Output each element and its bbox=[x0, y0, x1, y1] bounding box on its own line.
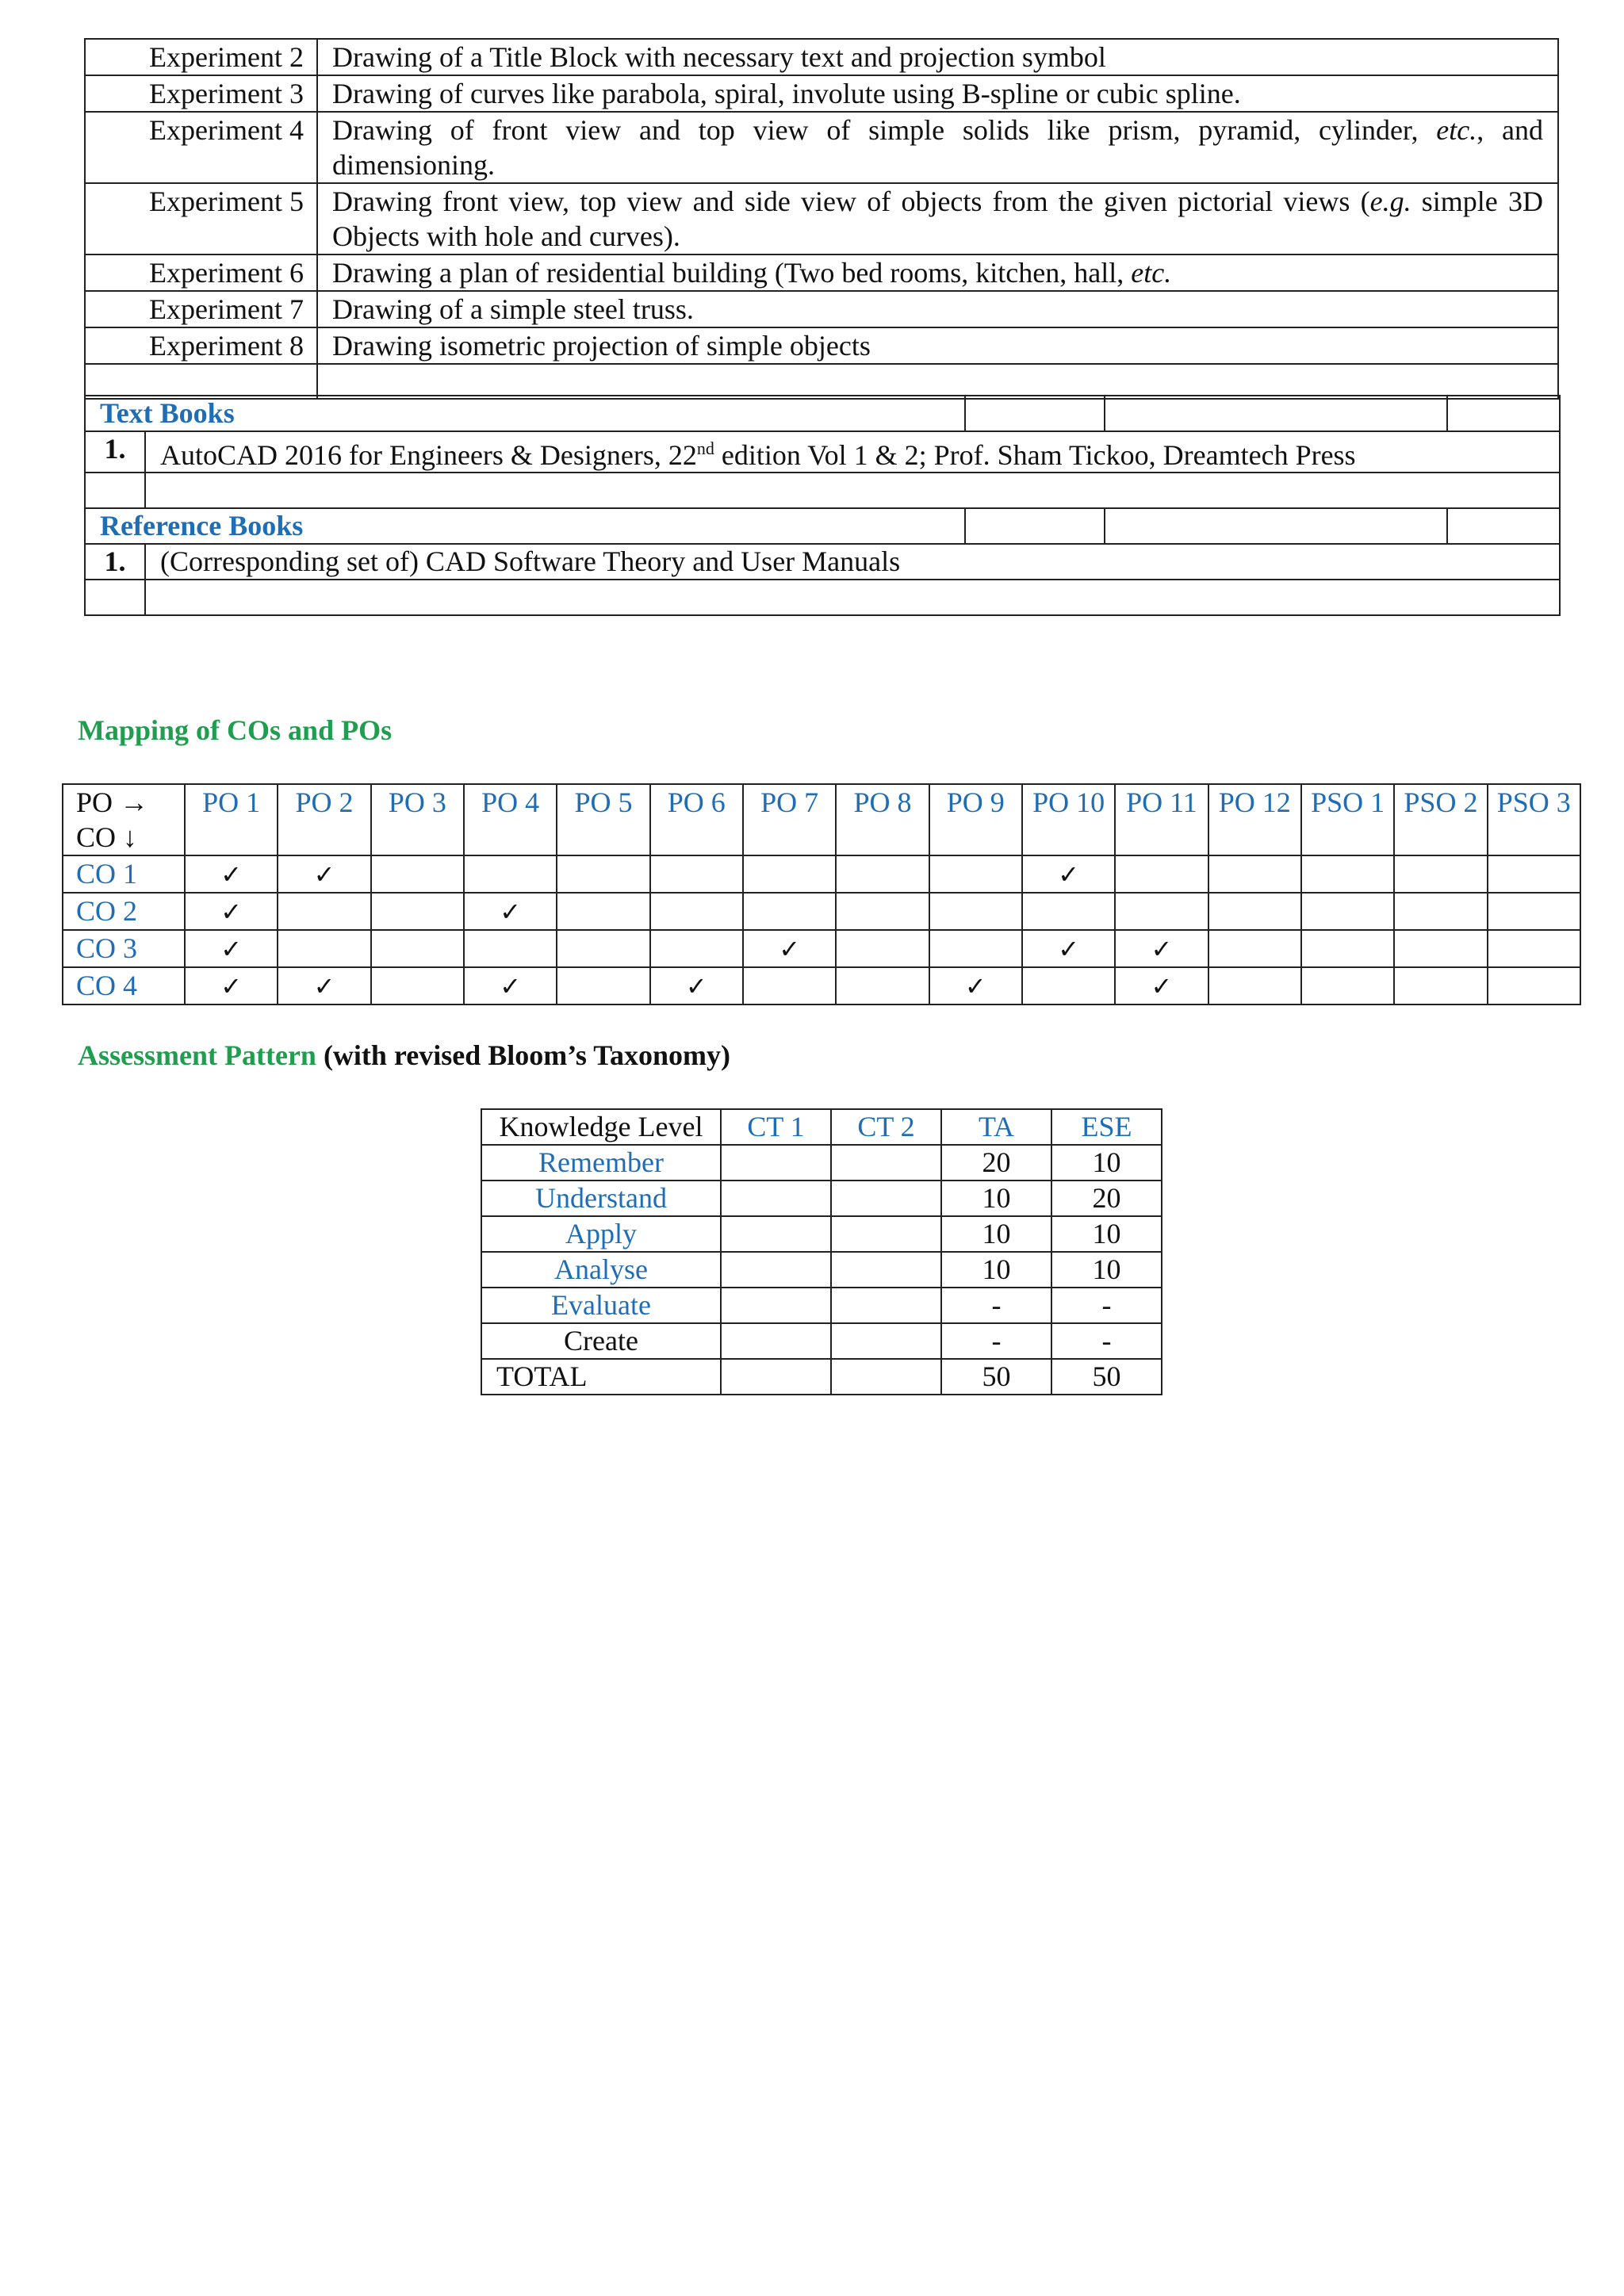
empty-cell bbox=[1447, 508, 1560, 544]
book-citation-part: AutoCAD 2016 for Engineers & Designers, 22 bbox=[160, 439, 697, 471]
mapping-cell bbox=[185, 893, 278, 930]
assessment-table bbox=[481, 1108, 1162, 1395]
empty-cell bbox=[965, 508, 1105, 544]
mapping-row bbox=[63, 930, 1580, 967]
assessment-row bbox=[481, 1323, 1162, 1359]
mapping-cell bbox=[1115, 893, 1208, 930]
table-row-empty bbox=[85, 364, 1558, 399]
knowledge-level: Remember bbox=[481, 1145, 721, 1181]
knowledge-level: Create bbox=[481, 1323, 721, 1359]
mapping-cell bbox=[1208, 893, 1301, 930]
total-value-ese: 50 bbox=[1051, 1359, 1162, 1395]
table-row bbox=[85, 75, 1558, 112]
assessment-row bbox=[481, 1288, 1162, 1323]
mapping-cell bbox=[743, 930, 836, 967]
check-icon: ✓ bbox=[685, 971, 707, 1001]
mapping-cell bbox=[929, 967, 1022, 1004]
experiment-desc: Drawing a plan of residential building (Two bed rooms, kitchen, hall, etc. bbox=[317, 254, 1558, 291]
experiment-desc: Drawing of curves like parabola, spiral, involute using B-spline or cubic spline. bbox=[317, 75, 1558, 112]
co-label: CO 1 bbox=[63, 855, 185, 893]
mapping-cell bbox=[1394, 967, 1487, 1004]
knowledge-level: Apply bbox=[481, 1216, 721, 1252]
co-label: CO 2 bbox=[63, 893, 185, 930]
mapping-cell bbox=[929, 930, 1022, 967]
mapping-cell bbox=[650, 930, 743, 967]
experiment-id: Experiment 8 bbox=[85, 327, 317, 364]
assessment-title bbox=[78, 1039, 730, 1072]
assessment-value-ct1 bbox=[721, 1216, 831, 1252]
experiments-table bbox=[84, 38, 1559, 400]
table-row bbox=[85, 39, 1558, 75]
mapping-cell bbox=[650, 967, 743, 1004]
mapping-cell bbox=[743, 855, 836, 893]
mapping-cell bbox=[836, 893, 929, 930]
mapping-cell bbox=[1022, 967, 1115, 1004]
empty-cell bbox=[85, 580, 145, 615]
mapping-header-row bbox=[63, 784, 1580, 855]
po-column-header: PSO 3 bbox=[1488, 784, 1580, 855]
assessment-value-ese: - bbox=[1051, 1323, 1162, 1359]
check-icon: ✓ bbox=[779, 934, 801, 964]
empty-cell bbox=[85, 364, 317, 399]
reference-book-row bbox=[85, 544, 1560, 580]
mapping-cell bbox=[278, 967, 370, 1004]
total-value-ct2 bbox=[831, 1359, 941, 1395]
mapping-cell bbox=[1488, 967, 1580, 1004]
assessment-value-ta: - bbox=[941, 1288, 1051, 1323]
assessment-column-header: TA bbox=[941, 1109, 1051, 1145]
table-row bbox=[85, 291, 1558, 327]
po-axis-label: PO → bbox=[76, 786, 149, 818]
mapping-cell bbox=[464, 855, 557, 893]
co-label: CO 4 bbox=[63, 967, 185, 1004]
mapping-cell bbox=[557, 855, 649, 893]
assessment-total-row bbox=[481, 1359, 1162, 1395]
assessment-value-ct2 bbox=[831, 1145, 941, 1181]
mapping-cell bbox=[371, 930, 464, 967]
mapping-cell bbox=[464, 967, 557, 1004]
table-row-empty bbox=[85, 473, 1560, 508]
assessment-title-main: Assessment Pattern bbox=[78, 1039, 316, 1071]
po-column-header: PO 10 bbox=[1022, 784, 1115, 855]
mapping-cell bbox=[743, 893, 836, 930]
empty-cell bbox=[1105, 396, 1447, 431]
total-label: TOTAL bbox=[481, 1359, 721, 1395]
assessment-header-row bbox=[481, 1109, 1162, 1145]
mapping-cell bbox=[1488, 893, 1580, 930]
mapping-cell bbox=[1022, 855, 1115, 893]
mapping-cell bbox=[1394, 893, 1487, 930]
mapping-cell bbox=[371, 855, 464, 893]
assessment-value-ta: - bbox=[941, 1323, 1051, 1359]
book-citation-part: edition Vol 1 & 2; Prof. Sham Tickoo, Dreamtech Press bbox=[714, 439, 1356, 471]
mapping-cell bbox=[278, 855, 370, 893]
assessment-row bbox=[481, 1252, 1162, 1288]
assessment-value-ct1 bbox=[721, 1323, 831, 1359]
mapping-corner-cell bbox=[63, 784, 185, 855]
assessment-value-ct2 bbox=[831, 1181, 941, 1216]
experiment-desc: Drawing isometric projection of simple objects bbox=[317, 327, 1558, 364]
mapping-cell bbox=[836, 967, 929, 1004]
mapping-cell bbox=[557, 967, 649, 1004]
check-icon: ✓ bbox=[220, 971, 243, 1001]
mapping-cell bbox=[278, 893, 370, 930]
table-row bbox=[85, 183, 1558, 254]
check-icon: ✓ bbox=[1151, 971, 1173, 1001]
assessment-row bbox=[481, 1216, 1162, 1252]
mapping-cell bbox=[464, 930, 557, 967]
po-column-header: PO 12 bbox=[1208, 784, 1301, 855]
mapping-cell bbox=[1301, 855, 1394, 893]
assessment-column-header: CT 2 bbox=[831, 1109, 941, 1145]
mapping-cell bbox=[371, 967, 464, 1004]
check-icon: ✓ bbox=[1058, 859, 1080, 890]
experiment-desc: Drawing front view, top view and side view of objects from the given pictorial views (e.g. simple 3D Objects with hole and curves). bbox=[317, 183, 1558, 254]
experiment-id: Experiment 4 bbox=[85, 112, 317, 183]
knowledge-level: Evaluate bbox=[481, 1288, 721, 1323]
table-row-empty bbox=[85, 580, 1560, 615]
mapping-cell bbox=[557, 930, 649, 967]
assessment-value-ct1 bbox=[721, 1252, 831, 1288]
mapping-cell bbox=[1208, 855, 1301, 893]
knowledge-level: Understand bbox=[481, 1181, 721, 1216]
po-column-header: PO 7 bbox=[743, 784, 836, 855]
mapping-row bbox=[63, 967, 1580, 1004]
empty-cell bbox=[317, 364, 1558, 399]
assessment-row bbox=[481, 1145, 1162, 1181]
check-icon: ✓ bbox=[500, 971, 522, 1001]
experiment-desc: Drawing of front view and top view of simple solids like prism, pyramid, cylinder, etc., and dimensioning. bbox=[317, 112, 1558, 183]
empty-cell bbox=[1447, 396, 1560, 431]
experiment-id: Experiment 7 bbox=[85, 291, 317, 327]
empty-cell bbox=[145, 473, 1560, 508]
mapping-cell bbox=[1022, 893, 1115, 930]
mapping-cell bbox=[1394, 855, 1487, 893]
check-icon: ✓ bbox=[220, 934, 243, 964]
assessment-value-ct2 bbox=[831, 1216, 941, 1252]
mapping-cell bbox=[1115, 930, 1208, 967]
co-po-mapping-table bbox=[62, 783, 1581, 1005]
assessment-column-header: ESE bbox=[1051, 1109, 1162, 1145]
mapping-cell bbox=[464, 893, 557, 930]
assessment-value-ct1 bbox=[721, 1181, 831, 1216]
total-value-ct1 bbox=[721, 1359, 831, 1395]
mapping-cell bbox=[185, 855, 278, 893]
mapping-cell bbox=[1301, 967, 1394, 1004]
mapping-cell bbox=[929, 855, 1022, 893]
mapping-cell bbox=[650, 855, 743, 893]
empty-cell bbox=[1105, 508, 1447, 544]
knowledge-level: Analyse bbox=[481, 1252, 721, 1288]
po-column-header: PO 4 bbox=[464, 784, 557, 855]
experiment-id: Experiment 2 bbox=[85, 39, 317, 75]
po-column-header: PO 3 bbox=[371, 784, 464, 855]
assessment-column-header: CT 1 bbox=[721, 1109, 831, 1145]
text-books-title: Text Books bbox=[85, 396, 965, 431]
mapping-cell bbox=[836, 855, 929, 893]
mapping-title: Mapping of COs and POs bbox=[78, 714, 393, 746]
assessment-value-ese: 10 bbox=[1051, 1216, 1162, 1252]
text-book-row bbox=[85, 431, 1560, 473]
assessment-row bbox=[481, 1181, 1162, 1216]
check-icon: ✓ bbox=[964, 971, 986, 1001]
mapping-cell bbox=[1115, 855, 1208, 893]
assessment-value-ct1 bbox=[721, 1288, 831, 1323]
co-label: CO 3 bbox=[63, 930, 185, 967]
check-icon: ✓ bbox=[220, 897, 243, 927]
check-icon: ✓ bbox=[500, 897, 522, 927]
book-number: 1. bbox=[85, 431, 145, 473]
mapping-cell bbox=[650, 893, 743, 930]
experiment-desc: Drawing of a simple steel truss. bbox=[317, 291, 1558, 327]
assessment-value-ct2 bbox=[831, 1252, 941, 1288]
reference-books-header-row bbox=[85, 508, 1560, 544]
experiment-id: Experiment 5 bbox=[85, 183, 317, 254]
book-citation bbox=[145, 431, 1560, 473]
mapping-cell bbox=[1301, 930, 1394, 967]
check-icon: ✓ bbox=[1058, 934, 1080, 964]
mapping-cell bbox=[1301, 893, 1394, 930]
experiment-id: Experiment 6 bbox=[85, 254, 317, 291]
mapping-cell bbox=[836, 930, 929, 967]
assessment-value-ese: 10 bbox=[1051, 1145, 1162, 1181]
reference-books-title: Reference Books bbox=[85, 508, 965, 544]
check-icon: ✓ bbox=[1151, 934, 1173, 964]
book-number: 1. bbox=[85, 544, 145, 580]
assessment-value-ta: 10 bbox=[941, 1181, 1051, 1216]
mapping-cell bbox=[185, 967, 278, 1004]
po-column-header: PO 2 bbox=[278, 784, 370, 855]
empty-cell bbox=[145, 580, 1560, 615]
po-column-header: PSO 1 bbox=[1301, 784, 1394, 855]
mapping-cell bbox=[743, 967, 836, 1004]
assessment-title-sub: (with revised Bloom’s Taxonomy) bbox=[316, 1039, 730, 1071]
po-column-header: PSO 2 bbox=[1394, 784, 1487, 855]
mapping-cell bbox=[1208, 967, 1301, 1004]
mapping-cell bbox=[1488, 930, 1580, 967]
assessment-value-ta: 20 bbox=[941, 1145, 1051, 1181]
po-column-header: PO 6 bbox=[650, 784, 743, 855]
total-value-ta: 50 bbox=[941, 1359, 1051, 1395]
experiment-desc: Drawing of a Title Block with necessary text and projection symbol bbox=[317, 39, 1558, 75]
table-row bbox=[85, 112, 1558, 183]
mapping-row bbox=[63, 893, 1580, 930]
mapping-cell bbox=[185, 930, 278, 967]
check-icon: ✓ bbox=[313, 971, 335, 1001]
mapping-cell bbox=[1022, 930, 1115, 967]
po-column-header: PO 8 bbox=[836, 784, 929, 855]
mapping-row bbox=[63, 855, 1580, 893]
mapping-cell bbox=[1208, 930, 1301, 967]
check-icon: ✓ bbox=[220, 859, 243, 890]
mapping-cell bbox=[1115, 967, 1208, 1004]
mapping-cell bbox=[557, 893, 649, 930]
assessment-value-ese: 10 bbox=[1051, 1252, 1162, 1288]
po-column-header: PO 11 bbox=[1115, 784, 1208, 855]
table-row bbox=[85, 254, 1558, 291]
mapping-cell bbox=[278, 930, 370, 967]
po-column-header: PO 5 bbox=[557, 784, 649, 855]
assessment-value-ta: 10 bbox=[941, 1252, 1051, 1288]
book-edition-suffix: nd bbox=[696, 438, 714, 458]
assessment-value-ese: - bbox=[1051, 1288, 1162, 1323]
assessment-value-ct2 bbox=[831, 1288, 941, 1323]
check-icon: ✓ bbox=[313, 859, 335, 890]
table-row bbox=[85, 327, 1558, 364]
text-books-header-row bbox=[85, 396, 1560, 431]
po-column-header: PO 1 bbox=[185, 784, 278, 855]
book-citation: (Corresponding set of) CAD Software Theory and User Manuals bbox=[145, 544, 1560, 580]
assessment-value-ta: 10 bbox=[941, 1216, 1051, 1252]
mapping-cell bbox=[371, 893, 464, 930]
assessment-value-ct2 bbox=[831, 1323, 941, 1359]
empty-cell bbox=[965, 396, 1105, 431]
co-axis-label: CO ↓ bbox=[76, 821, 138, 853]
books-table bbox=[84, 395, 1561, 616]
mapping-cell bbox=[1488, 855, 1580, 893]
mapping-cell bbox=[1394, 930, 1487, 967]
experiment-id: Experiment 3 bbox=[85, 75, 317, 112]
po-column-header: PO 9 bbox=[929, 784, 1022, 855]
empty-cell bbox=[85, 473, 145, 508]
mapping-cell bbox=[929, 893, 1022, 930]
assessment-column-header: Knowledge Level bbox=[481, 1109, 721, 1145]
assessment-value-ct1 bbox=[721, 1145, 831, 1181]
assessment-value-ese: 20 bbox=[1051, 1181, 1162, 1216]
